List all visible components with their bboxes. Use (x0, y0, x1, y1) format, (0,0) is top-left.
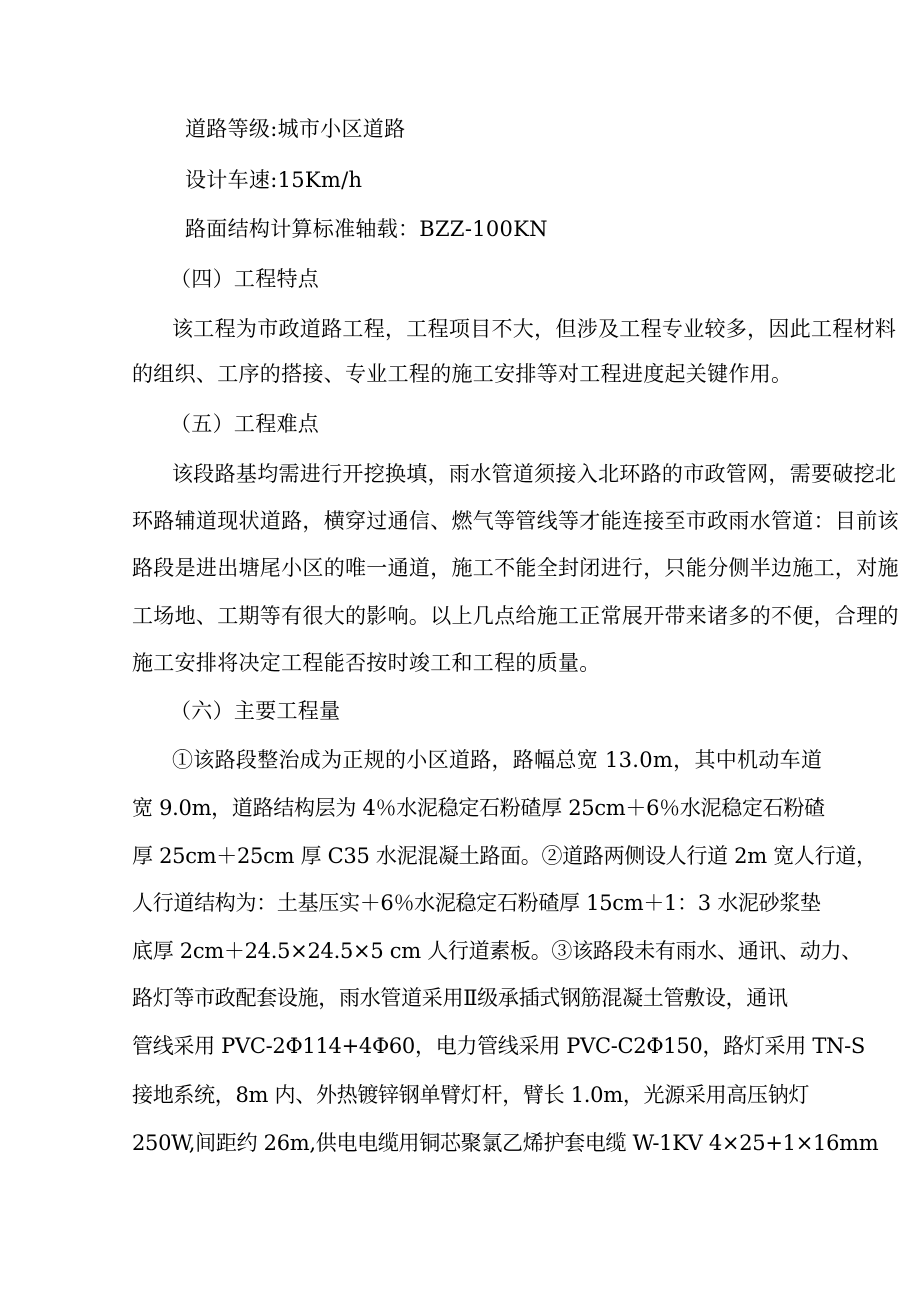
para-5-line-2: 环路辅道现状道路，横穿过通信、燃气等管线等才能连接至市政雨水管道：目前该 (132, 509, 899, 533)
para-4-line-1: 该工程为市政道路工程，工程项目不大，但涉及工程专业较多，因此工程材料 (172, 317, 897, 341)
para-6-line-4: 人行道结构为：土基压实＋6％水泥稳定石粉碴厚 15cm＋1：3 水泥砂浆垫 (132, 891, 821, 915)
para-5-line-4: 工场地、工期等有很大的影响。以上几点给施工正常展开带来诸多的不便，合理的 (132, 604, 899, 628)
para-5-line-5: 施工安排将决定工程能否按时竣工和工程的质量。 (132, 651, 601, 675)
para-5-line-3: 路段是进出塘尾小区的唯一通道，施工不能全封闭进行，只能分侧半边施工，对施 (132, 556, 899, 580)
para-5-line-1: 该段路基均需进行开挖换填，雨水管道须接入北环路的市政管网，需要破挖北 (172, 462, 897, 486)
para-6-line-2: 宽 9.0m，道路结构层为 4％水泥稳定石粉碴厚 25cm＋6％水泥稳定石粉碴 (132, 796, 825, 820)
para-6-line-8: 接地系统，8m 内、外热镀锌钢单臂灯杆，臂长 1.0m，光源采用高压钠灯 (132, 1083, 810, 1107)
spec-design-speed: 设计车速:15Km/h (185, 168, 363, 192)
para-6-line-1: ①该路段整治成为正规的小区道路，路幅总宽 13.0m，其中机动车道 (172, 748, 823, 772)
para-6-line-3: 厚 25cm＋25cm 厚 C35 水泥混凝土路面。②道路两侧设人行道 2m 宽人行道， (132, 844, 877, 868)
spec-standard-axle-load: 路面结构计算标准轴载：BZZ-100KN (185, 217, 548, 241)
para-4-line-2: 的组织、工序的搭接、专业工程的施工安排等对工程进度起关键作用。 (132, 362, 793, 386)
spec-road-grade: 道路等级:城市小区道路 (185, 117, 406, 141)
section-heading-6: （六）主要工程量 (170, 699, 341, 723)
para-6-line-6: 路灯等市政配套设施，雨水管道采用Ⅱ级承插式钢筋混凝土管敷设，通讯 (132, 986, 788, 1010)
para-6-line-5: 底厚 2cm＋24.5×24.5×5 cm 人行道素板。③该路段未有雨水、通讯、动力、 (132, 939, 862, 963)
para-6-line-9: 250W,间距约 26m,供电电缆用铜芯聚氯乙烯护套电缆 W-1KV 4×25+1×16mm (132, 1131, 879, 1155)
para-6-line-7: 管线采用 PVC-2Φ114+4Φ60，电力管线采用 PVC-C2Φ150，路灯采用 TN-S (132, 1034, 865, 1058)
section-heading-5: （五）工程难点 (170, 412, 320, 436)
section-heading-4: （四）工程特点 (170, 267, 320, 291)
